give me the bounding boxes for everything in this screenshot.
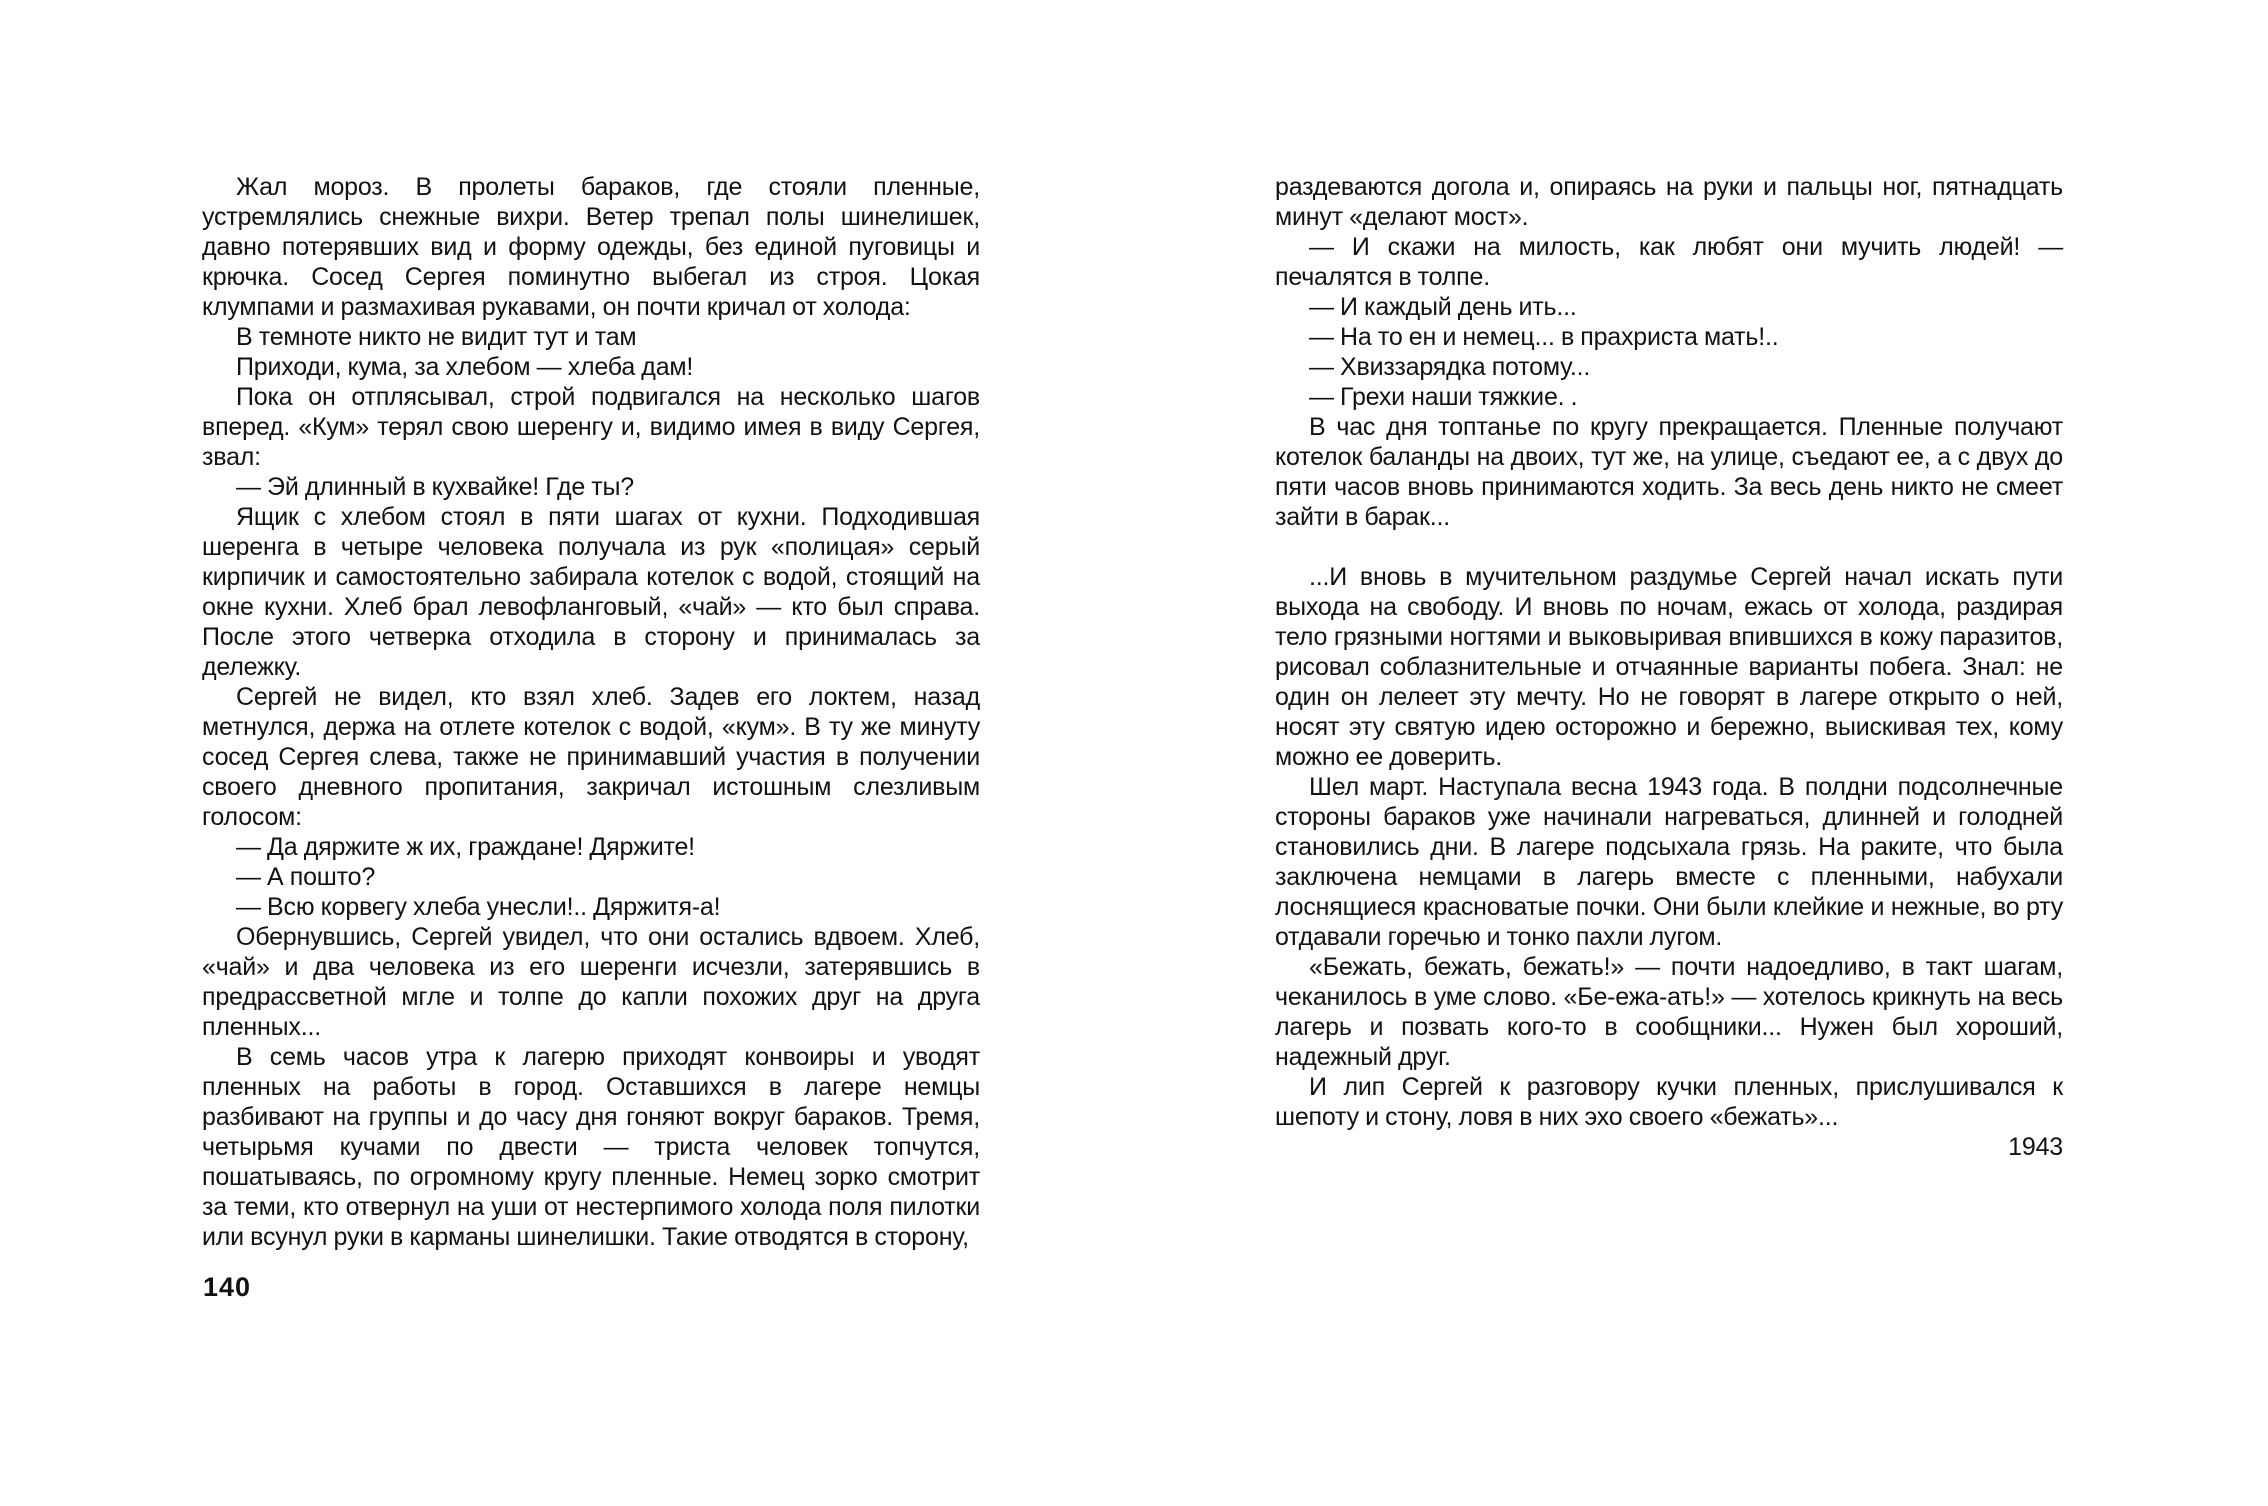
paragraph: Пока он отплясывал, строй подвигался на несколько шагов вперед. «Кум» терял свою шеренгу и, видимо имея в виду Сергея, звал: xyxy=(202,383,980,471)
paragraph: раздеваются догола и, опираясь на руки и пальцы ног, пятнадцать минут «делают мост». xyxy=(1275,173,2063,231)
paragraph: Шел март. Наступала весна 1943 года. В полдни подсолнечные стороны бараков уже начинали нагреваться, длинней и голодней становились дни. В лагере подсыхала грязь. На раките, что была заключена немцами в лагерь вместе с пленными, набухали лоснящиеся красноватые почки. Они были клейкие и нежные, во рту отдавали горечью и тонко пахли лугом. xyxy=(1275,773,2063,951)
right-page-text-column xyxy=(1275,172,2063,1162)
left-page-text-column xyxy=(202,172,980,1252)
paragraph: — А пошто? xyxy=(236,863,376,891)
year-signature: 1943 xyxy=(2008,1133,2063,1161)
paragraph: — И скажи на милость, как любят они мучить людей! — печалятся в толпе. xyxy=(1275,233,2063,291)
paragraph: — Всю корвегу хлеба унесли!.. Дяржитя-а! xyxy=(236,893,721,921)
paragraph: В час дня топтанье по кругу прекращается. Пленные получают котелок баланды на двоих, тут же, на улице, съедают ее, а с двух до пяти часов вновь принимаются ходить. За весь день никто не смеет зайти в барак... xyxy=(1275,413,2063,531)
paragraph: Обернувшись, Сергей увидел, что они остались вдвоем. Хлеб, «чай» и два человека из его шеренги исчезли, затерявшись в предрассветной мгле и толпе до капли похожих друг на друга пленных... xyxy=(202,923,980,1041)
paragraph: И лип Сергей к разговору кучки пленных, прислушивался к шепоту и стону, ловя в них эхо своего «бежать»... xyxy=(1275,1073,2063,1131)
paragraph: Жал мороз. В пролеты бараков, где стояли пленные, устремлялись снежные вихри. Ветер трепал полы шинелишек, давно потерявших вид и форму одежды, без единой пуговицы и крючка. Сосед Сергея поминутно выбегал из строя. Цокая клумпами и размахивая рукавами, он почти кричал от холода: xyxy=(202,173,980,321)
paragraph: Приходи, кума, за хлебом — хлеба дам! xyxy=(236,353,694,381)
paragraph: — На то ен и немец... в прахриста мать!.. xyxy=(1309,323,1779,351)
page-number: 140 xyxy=(203,1272,252,1302)
paragraph: В семь часов утра к лагерю приходят конвоиры и уводят пленных на работы в город. Оставшихся в лагере немцы разбивают на группы и до часу дня гоняют вокруг бараков. Тремя, четырьмя кучами по двести — триста человек топчутся, пошатываясь, по огромному кругу пленные. Немец зорко смотрит за теми, кто отвернул на уши от нестерпимого холода поля пилотки или всунул руки в карманы шинелишки. Такие отводятся в сторону, xyxy=(202,1043,980,1251)
paragraph: — Хвиззарядка потому... xyxy=(1309,353,1591,381)
paragraph: — Грехи наши тяжкие. . xyxy=(1309,383,1578,411)
paragraph: ...И вновь в мучительном раздумье Сергей начал искать пути выхода на свободу. И вновь по ночам, ежась от холода, раздирая тело грязными ногтями и выковыривая впившихся в кожу паразитов, рисовал соблазнительные и отчаянные варианты побега. Знал: не один он лелеет эту мечту. Но не говорят в лагере открыто о ней, носят эту святую идею осторожно и бережно, выискивая тех, кому можно ее доверить. xyxy=(1275,563,2063,771)
paragraph: — Да дяржите ж их, граждане! Дяржите! xyxy=(236,833,695,861)
paragraph: В темноте никто не видит тут и там xyxy=(236,323,637,351)
paragraph: — Эй длинный в кухвайке! Где ты? xyxy=(236,473,635,501)
paragraph: Ящик с хлебом стоял в пяти шагах от кухни. Подходившая шеренга в четыре человека получала из рук «полицая» серый кирпичик и самостоятельно забирала котелок с водой, стоящий на окне кухни. Хлеб брал левофланговый, «чай» — кто был справа. После этого четверка отходила в сторону и принималась за дележку. xyxy=(202,503,980,681)
paragraph: «Бежать, бежать, бежать!» — почти надоедливо, в такт шагам, чеканилось в уме слово. «Бе-ежа-ать!» — хотелось крикнуть на весь лагерь и позвать кого-то в сообщники... Нужен был хороший, надежный друг. xyxy=(1275,953,2063,1071)
paragraph: Сергей не видел, кто взял хлеб. Задев его локтем, назад метнулся, держа на отлете котелок с водой, «кум». В ту же минуту сосед Сергея слева, также не принимавший участия в получении своего дневного пропитания, закричал истошным слезливым голосом: xyxy=(202,683,980,831)
paragraph: — И каждый день ить... xyxy=(1309,293,1577,321)
